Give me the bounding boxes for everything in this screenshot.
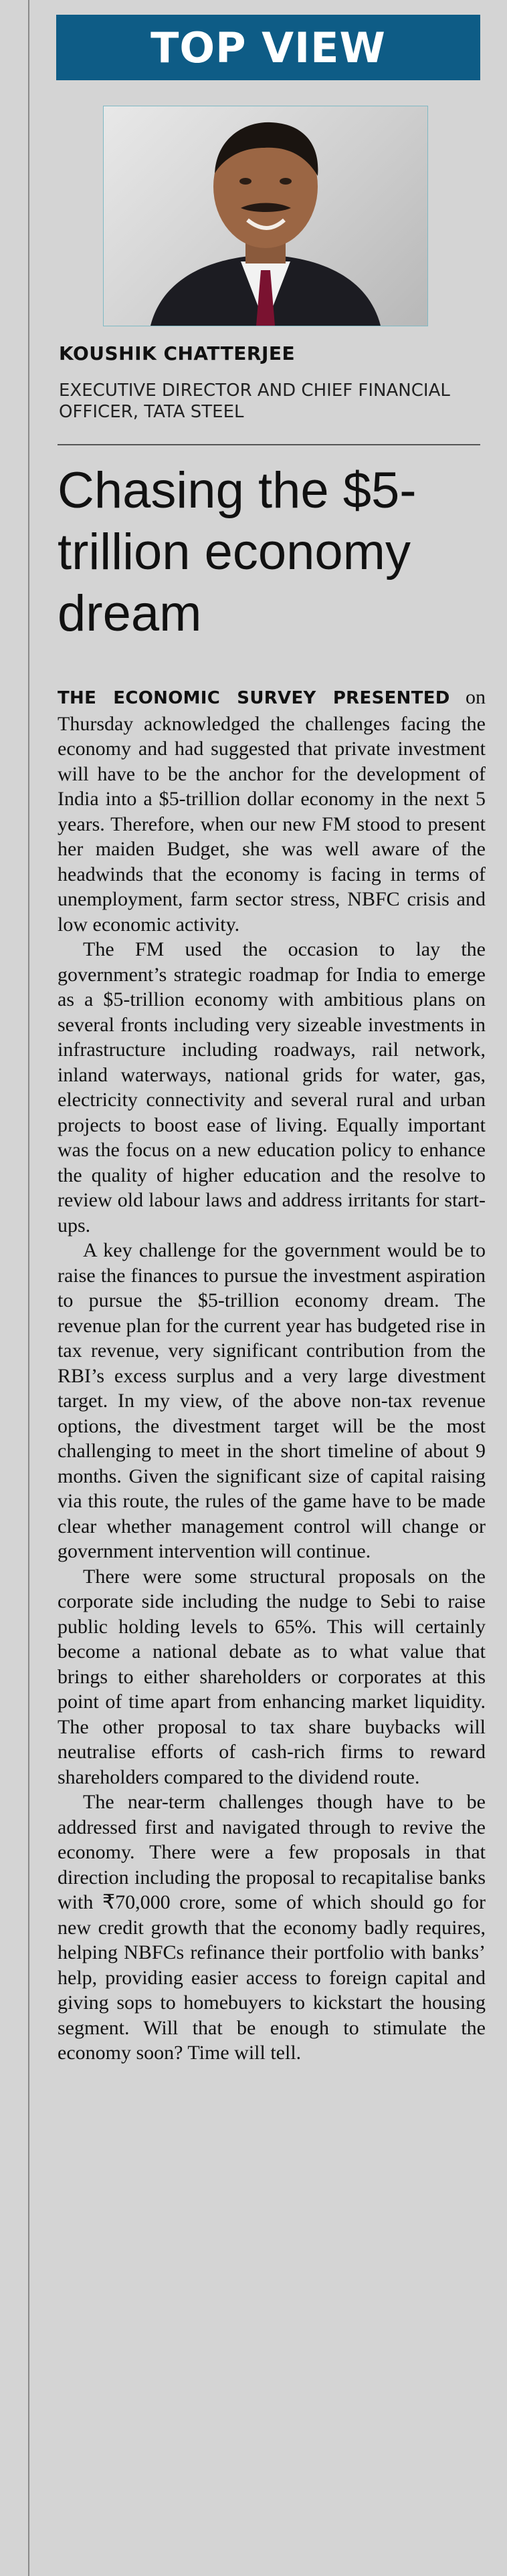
- divider: [58, 444, 480, 445]
- paragraph-4: There were some structural proposals on the corporate side including the nudge to Sebi to raise public holding levels to 65%. This will certainly become a national debate as to what value that brings to either shareholders or corporates at this point of time apart from enhancing market liquidity. The other proposal to tax share buybacks will neutralise efforts of cash-rich firms to reward shareholders compared to the dividend route.: [58, 1565, 486, 1788]
- column-masthead: [56, 15, 480, 80]
- lede: THE ECONOMIC SURVEY PRESENTED: [58, 688, 450, 708]
- paragraph-1: [58, 685, 486, 937]
- columnist-name: KOUSHIK CHATTERJEE: [59, 342, 296, 364]
- paragraph-2: The FM used the occasion to lay the government’s strategic roadmap for India to emerge as a $5-trillion economy with ambitious plans on several fronts including very sizeable investments in infrastructure including roadways, rail network, inland waterways, national grids for water, gas, electricity connectivity and several rural and urban projects to boost ease of living. Equally important was the focus on a new education policy to enhance the quality of higher education and the resolve to review old labour laws and address irritants for start-ups.: [58, 938, 486, 1237]
- paragraph-3: A key challenge for the government would be to raise the finances to pursue the investment aspiration to pursue the $5-trillion economy dream. The revenue plan for the current year has budgeted rise in tax revenue, very significant contribution from the RBI’s excess surplus and a very large divestment target. In my view, of the above non-tax revenue options, the divestment target will be the most challenging to meet in the short timeline of about 9 months. Given the significant size of capital raising via this route, the rules of the game have to be made clear whether management control will change or government intervention will continue.: [58, 1239, 486, 1562]
- column-rule: [28, 0, 29, 2576]
- headline: Chasing the $5-trillion economy dream: [58, 462, 417, 642]
- paragraph-5: The near-term challenges though have to be addressed first and navigated through to revive the economy. There were a few proposals in that direction including the proposal to recapitalise banks with ₹70,000 crore, some of which should go for new credit growth that the economy badly requires, helping NBFCs refinance their portfolio with banks’ help, providing easier access to foreign capital and giving sops to homebuyers to kickstart the housing segment. Will that be enough to stimulate the economy soon? Time will tell.: [58, 1791, 486, 2064]
- masthead-title: TOP VIEW: [150, 23, 386, 72]
- article-body: [58, 685, 486, 2066]
- columnist-role: EXECUTIVE DIRECTOR AND CHIEF FINANCIAL OFFICER, TATA STEEL: [59, 381, 450, 422]
- columnist-photo: [103, 106, 428, 326]
- paragraph-1-text: on Thursday acknowledged the challenges facing the economy and had suggested that private investment will have to be the anchor for the development of India into a $5-trillion dollar economy in the next 5 years. Therefore, when our new FM stood to present her maiden Budget, she was well aware of the headwinds that the economy is facing in terms of unemployment, farm sector stress, NBFC crisis and low economic activity.: [58, 686, 486, 936]
